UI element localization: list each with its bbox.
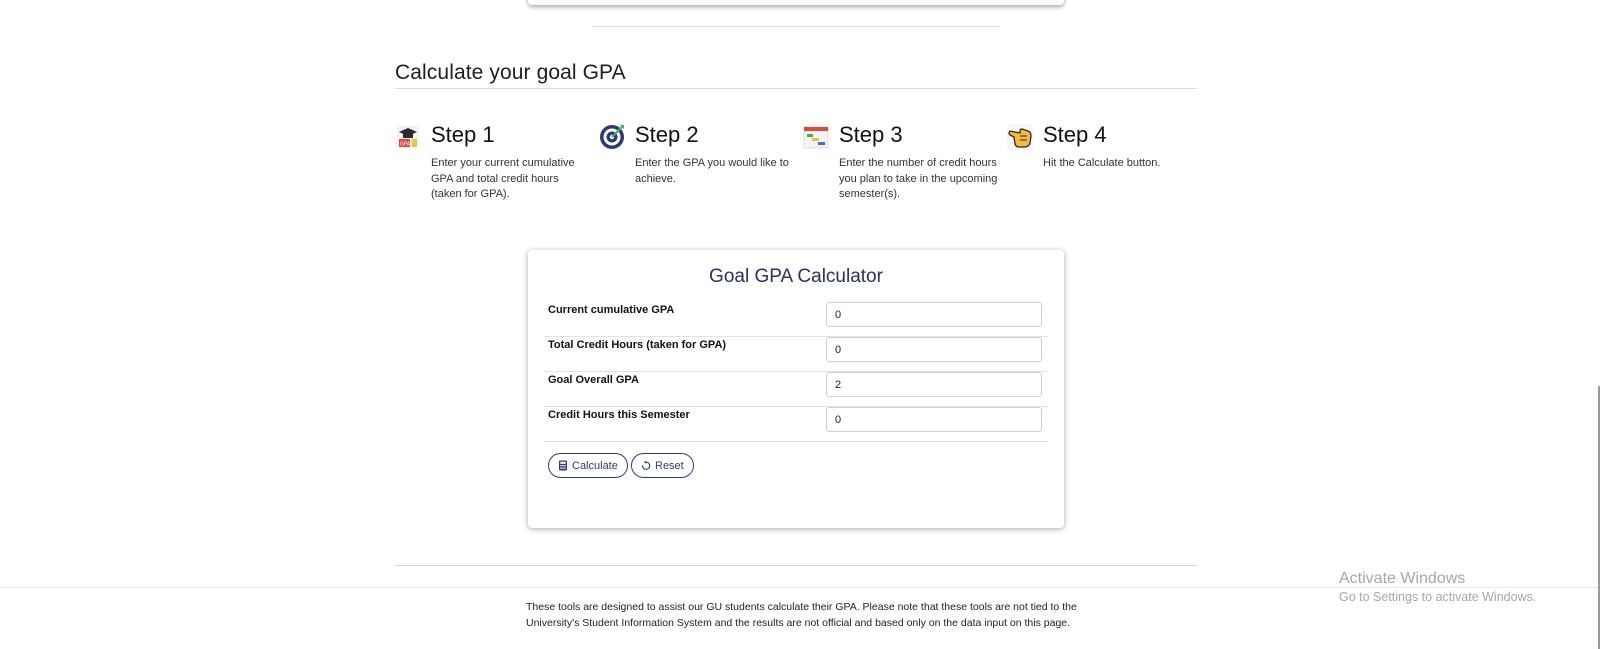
step-title: Step 4 [1043,122,1107,147]
goal-overall-gpa-input[interactable] [826,372,1042,397]
calendar-icon [803,124,829,150]
watermark-title: Activate Windows [1339,570,1466,587]
calculate-button-label: Calculate [572,459,618,472]
section-title: Calculate your goal GPA [395,61,626,84]
step-description: Enter your current cumulative GPA and total credit hours (taken for GPA). [431,157,575,200]
total-credit-hours-label: Total Credit Hours (taken for GPA) [548,339,727,351]
disclaimer-line-2: University's Student Information System and the results are not official and based only on the data input on this page. [526,616,1071,629]
credit-hours-semester-row [544,407,1048,442]
current-gpa-label: Current cumulative GPA [548,304,675,316]
goal-overall-gpa-row [544,372,1048,407]
step-description: Enter the GPA you would like to achieve. [635,157,789,185]
disclaimer-text [526,600,1086,631]
reset-button[interactable] [631,453,694,478]
reset-icon [641,460,651,471]
credit-hours-semester-label: Credit Hours this Semester [548,409,690,421]
section-divider [395,88,1197,89]
credit-hours-semester-input[interactable] [826,407,1042,432]
gpa-book-icon [395,124,421,150]
target-icon [599,124,625,150]
current-gpa-row [544,302,1048,337]
disclaimer-line-1: These tools are designed to assist our GU students calculate their GPA. Please note that these tools are not tied to the [526,601,1077,613]
pointing-hand-icon [1007,124,1033,150]
divider [592,26,1000,27]
step-title: Step 1 [431,122,495,147]
step-title: Step 3 [839,122,903,147]
reset-button-label: Reset [655,459,684,472]
step-title: Step 2 [635,122,699,147]
total-credit-hours-row [544,337,1048,372]
svg-text:GPA: GPA [400,141,411,148]
goal-overall-gpa-label: Goal Overall GPA [548,374,639,386]
calculator-icon [558,460,568,471]
calculate-button[interactable] [548,453,628,478]
watermark-subtitle: Go to Settings to activate Windows. [1339,590,1537,604]
goal-gpa-calculator-card [528,250,1064,528]
step-description: Hit the Calculate button. [1043,157,1161,169]
total-credit-hours-input[interactable] [826,337,1042,362]
previous-card-bottom-edge [528,0,1064,5]
current-gpa-input[interactable] [826,302,1042,327]
step-description: Enter the number of credit hours you plan to take in the upcoming semester(s). [839,157,998,200]
divider [395,565,1197,566]
activate-windows-watermark [1339,570,1536,604]
calculator-title: Goal GPA Calculator [709,266,883,287]
